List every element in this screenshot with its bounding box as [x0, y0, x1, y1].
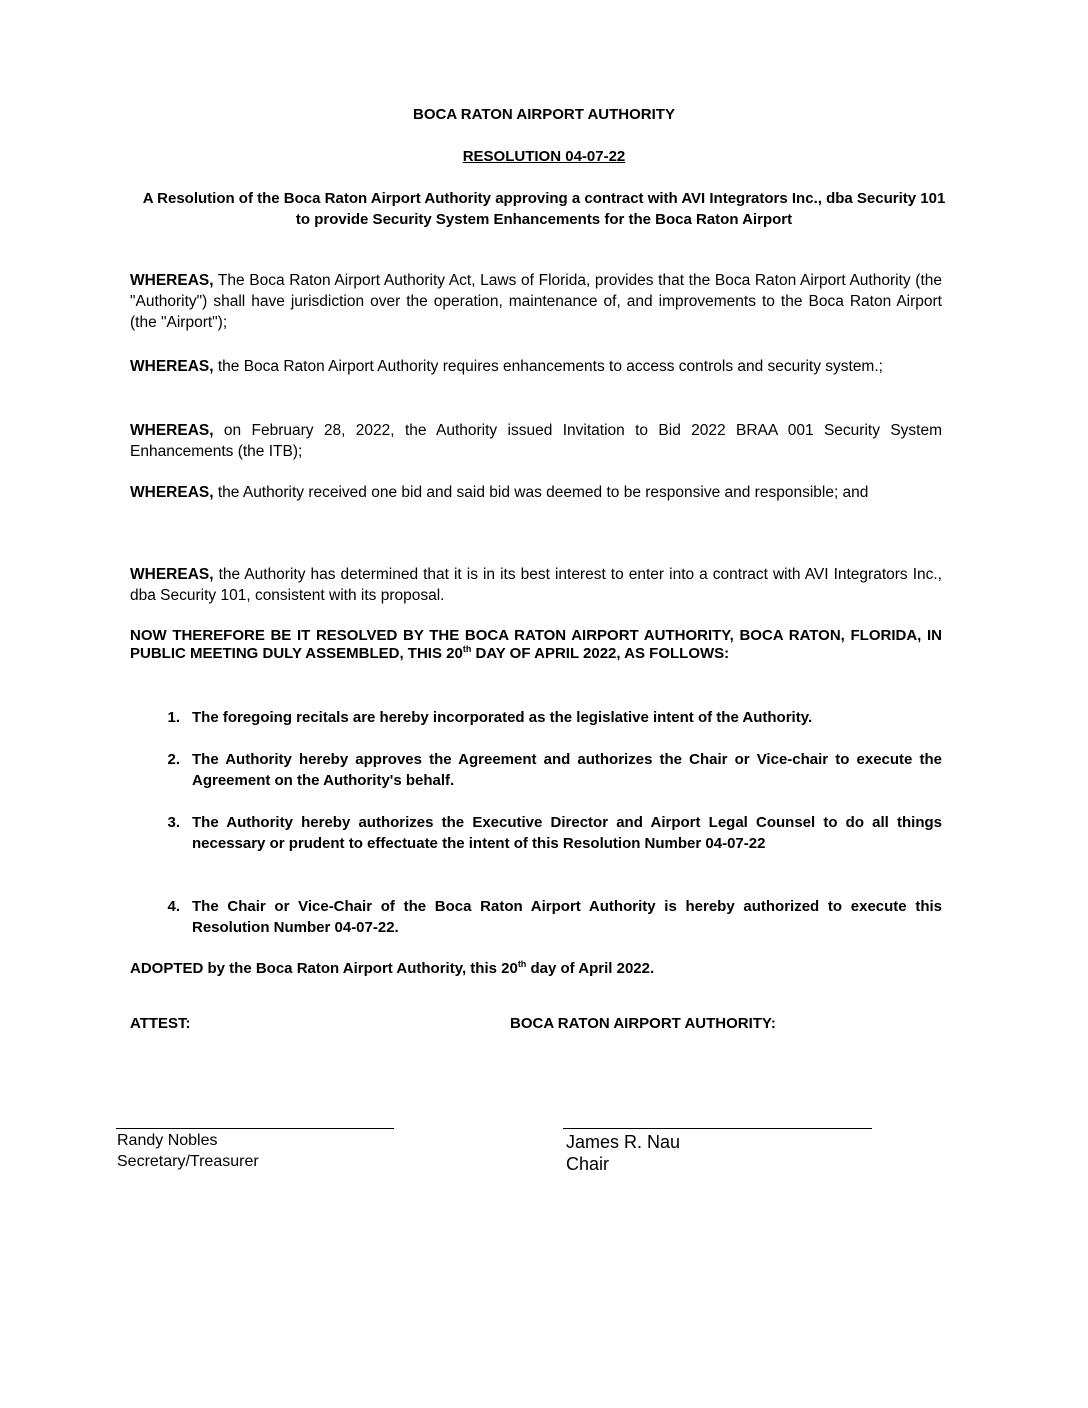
- resolution-subtitle: A Resolution of the Boca Raton Airport Authority approving a contract with AVI Integrators Inc., dba Security 101 to provide Security System Enhancements for the Boca Raton Airport: [142, 190, 946, 228]
- item-number: 2.: [167, 751, 180, 768]
- whereas-text: The Boca Raton Airport Authority Act, Laws of Florida, provides that the Boca Raton Airport Authority (the "Authority") shall have jurisdiction over the operation, maintenance of, and improvements to the Boca Raton Airport (the "Airport");: [130, 272, 942, 331]
- whereas-paragraph: [130, 564, 942, 606]
- resolution-item: [150, 896, 942, 938]
- adopted-text: ADOPTED by the Boca Raton Airport Authority, this 20: [130, 960, 518, 977]
- item-number: 1.: [167, 709, 180, 726]
- item-text: The foregoing recitals are hereby incorporated as the legislative intent of the Authority.: [192, 709, 813, 726]
- item-number: 4.: [167, 898, 180, 915]
- resolution-item: [150, 707, 942, 728]
- resolved-clause: [130, 627, 942, 663]
- resolution-item: [150, 749, 942, 791]
- whereas-paragraph: [130, 356, 942, 377]
- item-number: 3.: [167, 814, 180, 831]
- adopted-statement: [130, 960, 654, 977]
- resolution-item: [150, 812, 942, 854]
- resolved-text-end: DAY OF APRIL 2022, AS FOLLOWS:: [471, 645, 730, 662]
- left-signature-line: [116, 1128, 394, 1129]
- whereas-lead: WHEREAS,: [130, 422, 214, 439]
- whereas-paragraph: [130, 420, 942, 462]
- whereas-text: the Boca Raton Airport Authority requires enhancements to access controls and security system.;: [213, 358, 883, 375]
- adopted-text-end: day of April 2022.: [526, 960, 655, 977]
- organization-heading: BOCA RATON AIRPORT AUTHORITY: [413, 106, 675, 123]
- whereas-lead: WHEREAS,: [130, 272, 214, 289]
- resolved-ordinal: th: [462, 644, 472, 654]
- item-text: The Chair or Vice-Chair of the Boca Raton Airport Authority is hereby authorized to execute this Resolution Number 04-07-22.: [192, 898, 942, 936]
- item-text: The Authority hereby approves the Agreement and authorizes the Chair or Vice-chair to execute the Agreement on the Authority's behalf.: [192, 751, 942, 789]
- resolution-number: RESOLUTION 04-07-22: [462, 148, 626, 165]
- whereas-lead: WHEREAS,: [130, 566, 214, 583]
- left-signatory-title: Secretary/Treasurer: [117, 1153, 259, 1170]
- right-signatory-name: James R. Nau: [566, 1132, 681, 1152]
- whereas-text: the Authority received one bid and said bid was deemed to be responsive and responsible; and: [213, 484, 869, 501]
- right-signature-line: [563, 1128, 872, 1129]
- left-signatory-name: Randy Nobles: [117, 1132, 218, 1149]
- right-signatory-title: Chair: [566, 1154, 610, 1174]
- authority-label: BOCA RATON AIRPORT AUTHORITY:: [510, 1015, 776, 1032]
- attest-label: ATTEST:: [130, 1015, 191, 1032]
- whereas-lead: WHEREAS,: [130, 358, 214, 375]
- item-text: The Authority hereby authorizes the Executive Director and Airport Legal Counsel to do all things necessary or prudent to effectuate the intent of this Resolution Number 04-07-22: [192, 814, 942, 852]
- whereas-paragraph: [130, 270, 942, 333]
- whereas-paragraph: [130, 482, 942, 503]
- whereas-text: on February 28, 2022, the Authority issued Invitation to Bid 2022 BRAA 001 Security System Enhancements (the ITB);: [130, 422, 942, 460]
- adopted-ordinal: th: [517, 959, 527, 969]
- whereas-lead: WHEREAS,: [130, 484, 214, 501]
- resolved-text: NOW THEREFORE BE IT RESOLVED BY THE BOCA RATON AIRPORT AUTHORITY, BOCA RATON, FLORIDA, IN PUBLIC MEETING DULY ASSEMBLED, THIS 20: [130, 627, 942, 662]
- whereas-text: the Authority has determined that it is in its best interest to enter into a contract with AVI Integrators Inc., dba Security 101, consistent with its proposal.: [130, 566, 942, 604]
